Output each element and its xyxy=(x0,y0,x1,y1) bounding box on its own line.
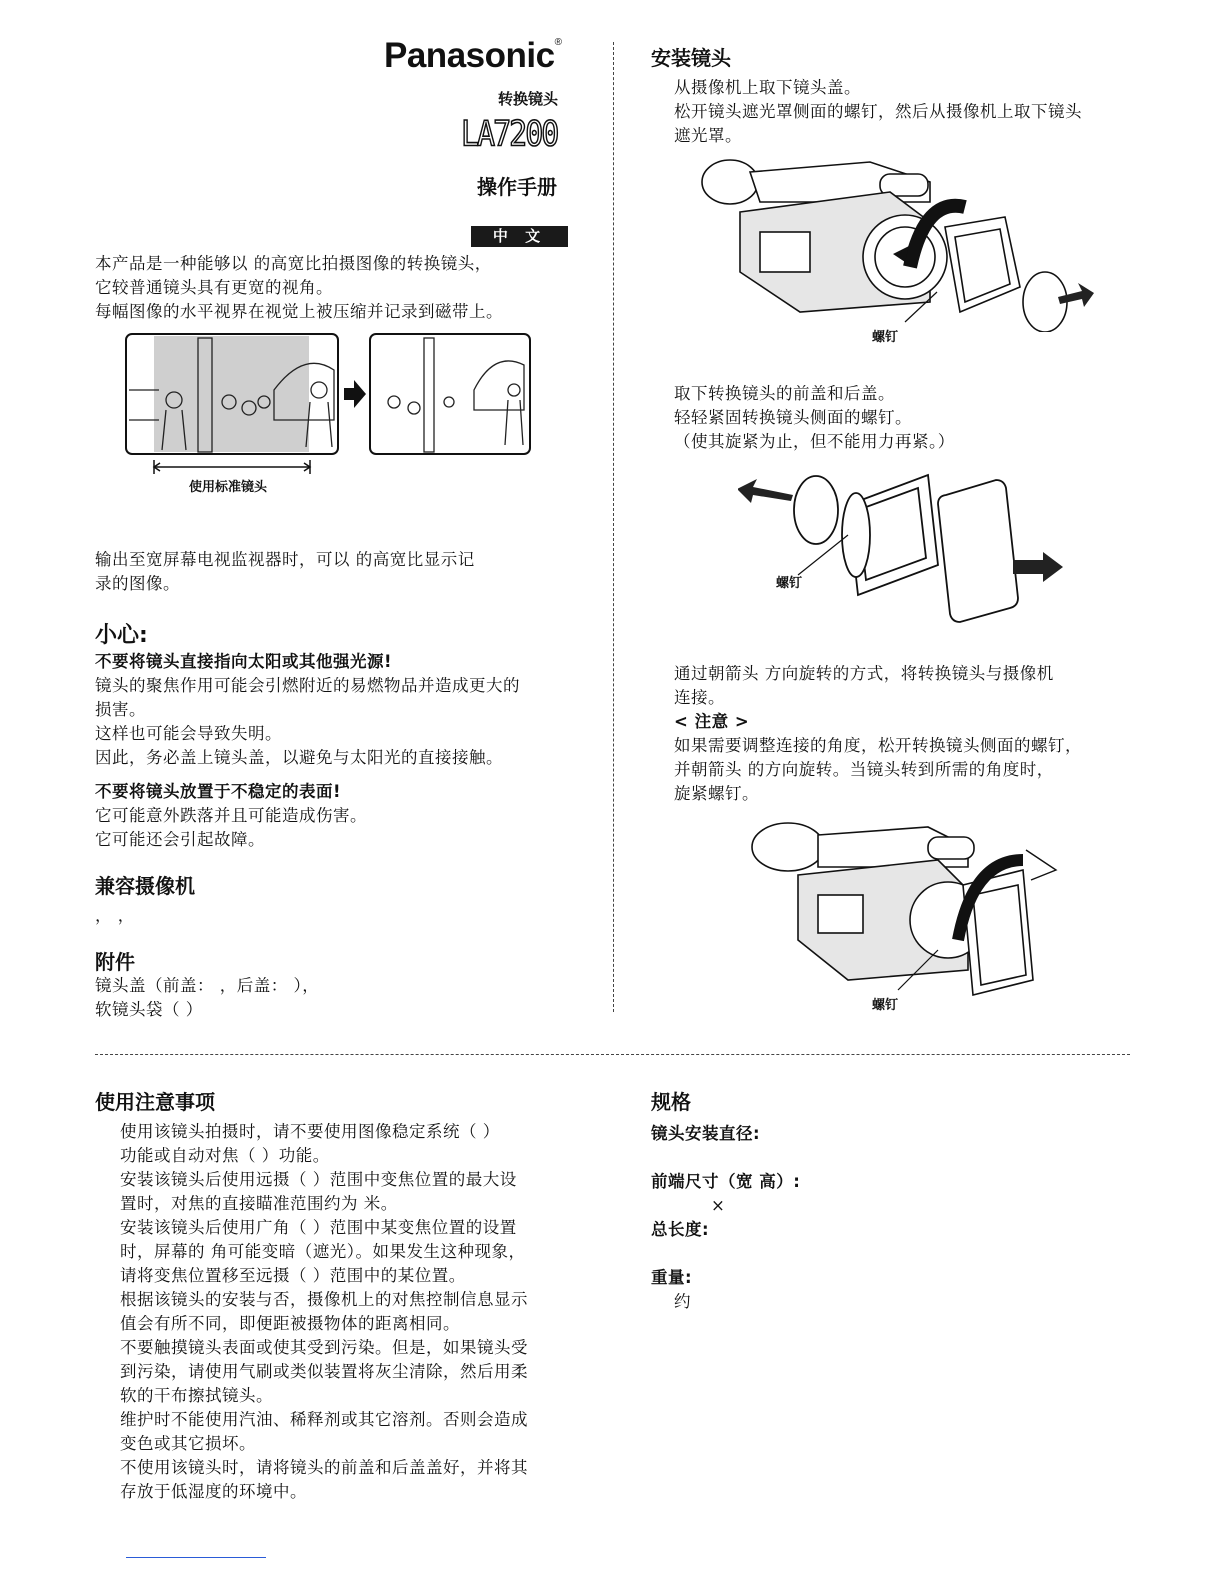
spec-weight: 重量: xyxy=(651,1268,693,1287)
usage-line-9: 值会有所不同，即便距被摄物体的距离相同。 xyxy=(120,1314,460,1333)
accessories-title: 附件 xyxy=(95,950,135,974)
warning-sun-line-1: 镜头的聚焦作用可能会引燃附近的易燃物品并造成更大的 xyxy=(95,676,520,695)
usage-line-1: 使用该镜头拍摄时，请不要使用图像稳定系统（ ） xyxy=(120,1122,500,1141)
install-step1-line-1: 从摄像机上取下镜头盖。 xyxy=(674,78,861,97)
install-step2-line-3: （使其旋紧为止，但不能用力再紧。） xyxy=(674,432,955,451)
manual-title: 操作手册 xyxy=(477,175,557,199)
warning-sun-line-2: 损害。 xyxy=(95,700,146,719)
camera-attach-lens-illustration xyxy=(748,815,1078,1000)
note-line-1: 如果需要调整连接的角度，松开转换镜头侧面的螺钉， xyxy=(674,736,1082,755)
usage-line-10: 不要触摸镜头表面或使其受到污染。但是，如果镜头受 xyxy=(120,1338,528,1357)
install-step3-line-2: 连接。 xyxy=(674,688,725,707)
intro-line-2: 它较普通镜头具有更宽的视角。 xyxy=(95,278,333,297)
note-title: < 注意 > xyxy=(674,712,750,731)
section-divider xyxy=(95,1054,1130,1055)
usage-line-4: 置时，对焦的直接瞄准范围约为 米。 xyxy=(120,1194,398,1213)
accessories-line-1: 镜头盖（前盖： ，后盖： ）， xyxy=(95,976,320,995)
usage-line-16: 存放于低湿度的环境中。 xyxy=(120,1482,307,1501)
install-step2-line-1: 取下转换镜头的前盖和后盖。 xyxy=(674,384,895,403)
warning-surface-line-2: 它可能还会引起故障。 xyxy=(95,830,265,849)
usage-line-6: 时，屏幕的 角可能变暗（遮光）。如果发生这种现象， xyxy=(120,1242,526,1261)
comparison-illustration xyxy=(124,330,534,500)
brand-logo: Panasonic® xyxy=(384,36,562,75)
spec-front: 前端尺寸（宽 高）: xyxy=(651,1172,801,1191)
note-line-2: 并朝箭头 的方向旋转。当镜头转到所需的角度时， xyxy=(674,760,1054,779)
screw-label-3: 螺钉 xyxy=(872,998,899,1013)
accessories-line-2: 软镜头袋（ ） xyxy=(95,1000,203,1019)
usage-line-2: 功能或自动对焦（ ）功能。 xyxy=(120,1146,330,1165)
screw-label-1: 螺钉 xyxy=(872,330,899,345)
display-line-2: 录的图像。 xyxy=(95,574,180,593)
usage-line-12: 软的干布擦拭镜头。 xyxy=(120,1386,273,1405)
specs-title: 规格 xyxy=(651,1090,691,1114)
install-step1-line-3: 遮光罩。 xyxy=(674,126,742,145)
usage-line-15: 不使用该镜头时，请将镜头的前盖和后盖盖好，并将其 xyxy=(120,1458,528,1477)
model-number: LA7200 xyxy=(461,114,558,155)
footer-link-line xyxy=(126,1557,266,1558)
product-type: 转换镜头 xyxy=(498,90,559,108)
intro-line-3: 每幅图像的水平视界在视觉上被压缩并记录到磁带上。 xyxy=(95,302,503,321)
usage-line-13: 维护时不能使用汽油、稀释剂或其它溶剂。否则会造成 xyxy=(120,1410,528,1429)
compatible-models: ， ， xyxy=(95,906,135,925)
spec-length: 总长度: xyxy=(651,1220,710,1239)
language-badge: 中 文 xyxy=(471,226,568,247)
warning-sun-line-3: 这样也可能会导致失明。 xyxy=(95,724,282,743)
usage-line-7: 请将变焦位置移至远摄（ ）范围中的某位置。 xyxy=(120,1266,466,1285)
warning-sun-line-4: 因此，务必盖上镜头盖，以避免与太阳光的直接接触。 xyxy=(95,748,503,767)
column-divider xyxy=(613,42,614,1012)
figure-label: 使用标准镜头 xyxy=(189,480,268,495)
compatible-title: 兼容摄像机 xyxy=(95,874,195,898)
warning-surface: 不要将镜头放置于不稳定的表面! xyxy=(95,782,342,801)
usage-line-5: 安装该镜头后使用广角（ ）范围中某变焦位置的设置 xyxy=(120,1218,517,1237)
screw-label-2: 螺钉 xyxy=(776,576,803,591)
usage-line-8: 根据该镜头的安装与否，摄像机上的对焦控制信息显示 xyxy=(120,1290,528,1309)
usage-line-11: 到污染，请使用气刷或类似装置将灰尘清除，然后用柔 xyxy=(120,1362,528,1381)
usage-line-14: 变色或其它损坏。 xyxy=(120,1434,256,1453)
install-step3-line-1: 通过朝箭头 方向旋转的方式，将转换镜头与摄像机 xyxy=(674,664,1054,683)
lens-caps-illustration xyxy=(738,465,1068,625)
note-line-3: 旋紧螺钉。 xyxy=(674,784,759,803)
camera-remove-hood-illustration xyxy=(700,152,1095,332)
usage-line-3: 安装该镜头后使用远摄（ ）范围中变焦位置的最大设 xyxy=(120,1170,517,1189)
intro-line-1: 本产品是一种能够以 的高宽比拍摄图像的转换镜头， xyxy=(95,254,492,273)
warning-sun: 不要将镜头直接指向太阳或其他强光源! xyxy=(95,652,393,671)
spec-mount: 镜头安装直径: xyxy=(651,1124,761,1143)
caution-title: 小心: xyxy=(95,623,148,648)
spec-front-value: × xyxy=(711,1196,726,1215)
spec-weight-value: 约 xyxy=(674,1292,691,1311)
display-line-1: 输出至宽屏幕电视监视器时，可以 的高宽比显示记 xyxy=(95,550,475,569)
install-title: 安装镜头 xyxy=(651,46,731,70)
install-step2-line-2: 轻轻紧固转换镜头侧面的螺钉。 xyxy=(674,408,912,427)
warning-surface-line-1: 它可能意外跌落并且可能造成伤害。 xyxy=(95,806,367,825)
install-step1-line-2: 松开镜头遮光罩侧面的螺钉，然后从摄像机上取下镜头 xyxy=(674,102,1082,121)
usage-title: 使用注意事项 xyxy=(95,1090,215,1114)
